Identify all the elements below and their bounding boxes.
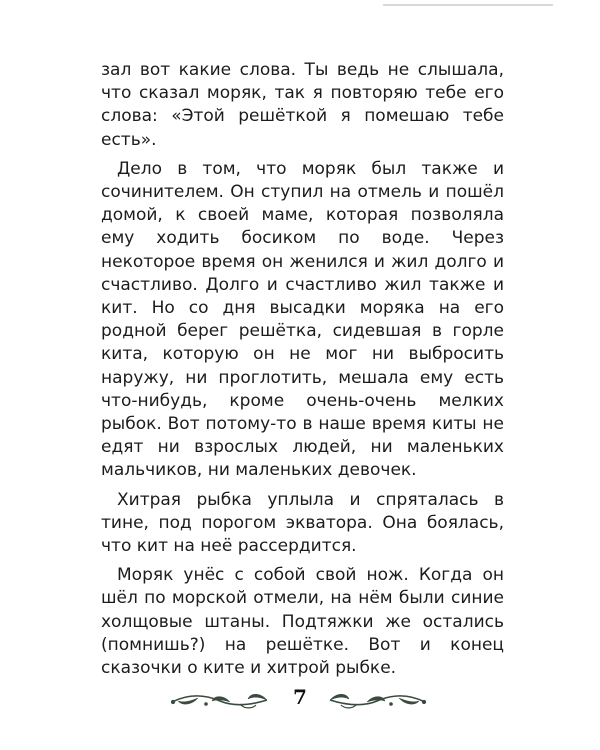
page-number: 7 [293,685,307,709]
paragraph-1: зал вот какие слова. Ты ведь не слышала, что сказал моряк, так я повторяю тебе его слова: «Этой решёткой я помешаю тебе есть». [101,60,504,150]
flourish-left-icon [170,689,270,711]
paragraph-4: Моряк унёс с собой свой нож. Когда он шёл по морской отмели, на нём были синие холщовые штаны. Подтяжки же остались (помнишь?) на решётке. Вот и конец сказочки о ките и хитрой рыбке. [101,565,504,679]
story-text [101,59,504,686]
flourish-right-icon [327,689,427,711]
paragraph-3: Хитрая рыбка уплыла и спряталась в тине, под порогом экватора. Она боялась, что кит на неё рассердится. [101,489,504,557]
paragraph-2: Дело в том, что моряк был также и сочинителем. Он ступил на отмель и пошёл домой, к своей маме, которая позволяла ему ходить босиком по воде. Через некоторое время он женился и жил долго и счастливо. Долго и счастливо жил также и кит. Но со дня высадки моряка на его родной берег решётка, сидевшая в горле кита, которую он не мог ни выбросить наружу, ни проглотить, мешала ему есть что-нибудь, кроме очень-очень мелких рыбок. Вот потому-то в наше время киты не едят ни взрослых людей, ни маленьких мальчиков, ни маленьких девочек. [101,158,504,481]
top-edge-line [383,4,553,6]
page-footer [0,680,600,720]
